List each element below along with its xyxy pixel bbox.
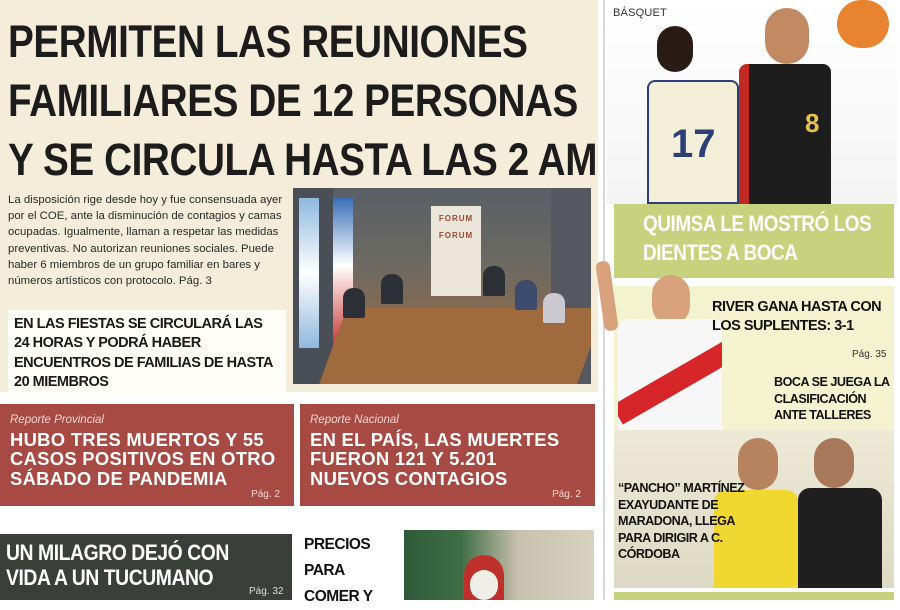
basketball-photo[interactable] bbox=[607, 0, 897, 204]
lead-subhead[interactable]: EN LAS FIESTAS SE CIRCULARÁ LAS 24 HORAS Y PODRÁ HABER ENCUENTROS DE FAMILIAS DE HASTA 20 MIEMBROS bbox=[8, 310, 286, 398]
section-label: BÁSQUET bbox=[613, 7, 667, 19]
report-provincial[interactable] bbox=[0, 404, 294, 506]
bottom-strip bbox=[614, 592, 894, 600]
quimsa-headline: QUIMSA LE MOSTRÓ LOS DIENTES A BOCA bbox=[643, 211, 872, 265]
report-kicker: Reporte Nacional bbox=[310, 414, 399, 426]
headline-line-2: FAMILIARES DE 12 PERSONAS bbox=[8, 75, 578, 126]
black-shirt bbox=[798, 488, 882, 588]
page-ref: Pág. 2 bbox=[251, 489, 280, 500]
river-jersey bbox=[618, 319, 722, 435]
lead-body-text: La disposición rige desde hoy y fue consensuada ayer por el COE, ante la disminución de contagios y camas ocupadas. Igualmente, llaman a respetar las medidas preventivas. No autorizan reuniones sociales. Puede haber 6 miembros de un grupo familiar en bares y números artísticos con protocolo. Pág. 3 bbox=[8, 194, 283, 288]
person-head bbox=[814, 438, 854, 488]
forum-banner-text-2: FORUM bbox=[438, 231, 474, 240]
person bbox=[483, 266, 505, 296]
forum-banner bbox=[431, 206, 481, 296]
forum-banner-text-1: FORUM bbox=[438, 214, 474, 223]
coe-meeting-photo[interactable] bbox=[293, 188, 591, 384]
person bbox=[515, 280, 537, 310]
page-ref: Pág. 2 bbox=[552, 489, 581, 500]
pancho-headline[interactable]: “PANCHO” MARTÍNEZ EXAYUDANTE DE MARADONA, LLEGA PARA DIRIGIR A C. CÓRDOBA bbox=[618, 481, 745, 561]
report-kicker: Reporte Provincial bbox=[10, 414, 104, 426]
basketball-icon bbox=[837, 0, 889, 48]
report-title: EN EL PAÍS, LAS MUERTES FUERON 121 Y 5.201 NUEVOS CONTAGIOS bbox=[310, 429, 560, 489]
boca-jersey bbox=[739, 64, 831, 204]
christmas-photo[interactable] bbox=[404, 530, 594, 600]
person bbox=[381, 274, 403, 304]
lead-headline[interactable] bbox=[8, 12, 598, 189]
santa-beard bbox=[470, 570, 498, 600]
river-headline[interactable]: RIVER GANA HASTA CON LOS SUPLENTES: 3-1 bbox=[712, 299, 882, 334]
milagro-headline: UN MILAGRO DEJÓ CON VIDA A UN TUCUMANO bbox=[6, 540, 229, 590]
river-sash bbox=[618, 335, 722, 424]
jersey-number: 8 bbox=[805, 108, 820, 138]
page-ref: Pág. 35 bbox=[852, 349, 887, 360]
report-title: HUBO TRES MUERTOS Y 55 CASOS POSITIVOS EN OTRO SÁBADO DE PANDEMIA bbox=[10, 429, 276, 489]
page-ref: Pág. 32 bbox=[249, 586, 284, 597]
player-arm bbox=[595, 260, 619, 331]
jersey-number: 17 bbox=[671, 122, 716, 166]
person bbox=[343, 288, 365, 318]
player-head bbox=[765, 8, 809, 64]
argentina-flag-icon bbox=[299, 198, 319, 348]
headline-line-3: Y SE CIRCULA HASTA LAS 2 AM bbox=[8, 134, 598, 185]
headline-line-1: PERMITEN LAS REUNIONES bbox=[8, 16, 528, 67]
player-head bbox=[652, 275, 690, 325]
boca-headline[interactable]: BOCA SE JUEGA LA CLASIFICACIÓN ANTE TALLERES bbox=[774, 375, 890, 422]
precios-headline[interactable]: PRECIOS PARA COMER Y bbox=[304, 536, 373, 605]
person bbox=[543, 293, 565, 323]
quimsa-jersey bbox=[647, 80, 739, 204]
player-head bbox=[657, 26, 693, 72]
report-nacional[interactable] bbox=[300, 404, 595, 506]
